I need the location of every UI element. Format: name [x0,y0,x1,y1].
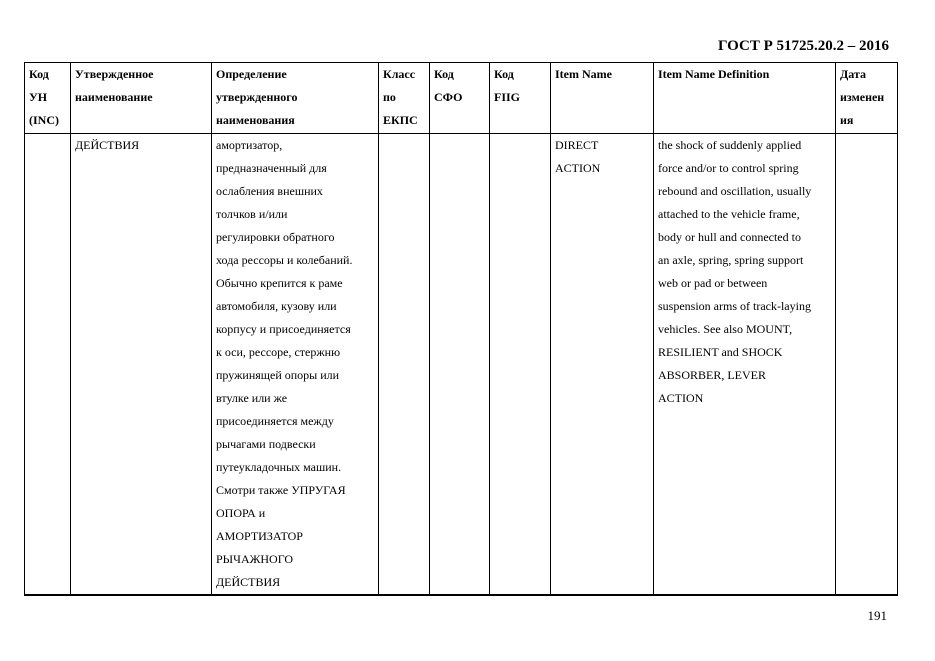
header-definition-ru [212,63,379,134]
cell-line: DIRECT [555,138,599,152]
cell-line: ДЕЙСТВИЯ [216,575,281,589]
header-fiig-code [490,63,551,134]
cell-line: ABSORBER, LEVER [658,368,767,382]
header-line: Определение [216,67,287,81]
cell-line: толчков и/или [216,207,288,221]
cell-line: attached to the vehicle frame, [658,207,800,221]
cell-line: rebound and oscillation, usually [658,184,812,198]
cell-line: присоединяется между [216,414,334,428]
cell-item-name-definition [654,134,836,596]
cell-line: ОПОРА и [216,506,266,520]
cell-line: suspension arms of track-laying [658,299,811,313]
page-number: 191 [867,608,887,623]
cell-line: к оси, рессоре, стержню [216,345,341,359]
cell-line: амортизатор, [216,138,283,152]
header-line: Код [29,67,49,81]
header-line: Item Name Definition [658,67,770,81]
cell-line: vehicles. See also MOUNT, [658,322,793,336]
header-ekps-class [379,63,430,134]
cell-line: втулке или же [216,391,288,405]
header-line: утвержденного [216,90,298,104]
header-line: УН [29,90,48,104]
header-approved-name [71,63,212,134]
header-line: изменен [840,90,885,104]
cell-line: АМОРТИЗАТОР [216,529,303,543]
cell-line: the shock of suddenly applied [658,138,802,152]
cell-definition-ru [212,134,379,596]
header-item-name [551,63,654,134]
header-change-date [836,63,898,134]
cell-line: хода рессоры и колебаний. [216,253,353,267]
cell-line: автомобиля, кузову или [216,299,337,313]
header-inc-code [25,63,71,134]
cell-line: ДЕЙСТВИЯ [75,138,140,152]
cell-line: рычагами подвески [216,437,316,451]
cell-line: ACTION [658,391,704,405]
cell-fiig-code [490,134,551,596]
table-row [25,134,898,596]
cell-item-name [551,134,654,596]
cell-line: предназначенный для [216,161,327,175]
cell-approved-name [71,134,212,596]
cell-line: регулировки обратного [216,230,335,244]
header-line: наименование [75,90,153,104]
header-line: (INC) [29,113,59,127]
cell-inc-code [25,134,71,596]
cell-line: an axle, spring, spring support [658,253,804,267]
cell-line: РЫЧАЖНОГО [216,552,293,566]
header-line: по [383,90,396,104]
cell-change-date [836,134,898,596]
header-line: Утвержденное [75,67,154,81]
cell-sfo-code [430,134,490,596]
cell-line: корпусу и присоединяется [216,322,351,336]
header-line: FIIG [494,90,521,104]
cell-line: body or hull and connected to [658,230,801,244]
header-line: Код [434,67,454,81]
cell-ekps-class [379,134,430,596]
cell-line: Обычно крепится к раме [216,276,343,290]
header-line: ия [840,113,854,127]
document-standard-header: ГОСТ Р 51725.20.2 – 2016 [717,38,889,54]
header-line: Дата [840,67,866,81]
header-line: наименования [216,113,295,127]
cell-line: Смотри также УПРУГАЯ [216,483,346,497]
cell-line: путеукладочных машин. [216,460,342,474]
header-line: ЕКПС [383,113,418,127]
cell-line: ослабления внешних [216,184,323,198]
header-line: Item Name [555,67,612,81]
cell-line: ACTION [555,161,601,175]
header-sfo-code [430,63,490,134]
header-item-name-definition [654,63,836,134]
cell-line: пружинящей опоры или [216,368,340,382]
cell-line: force and/or to control spring [658,161,799,175]
cell-line: web or pad or between [658,276,768,290]
cell-line: RESILIENT and SHOCK [658,345,783,359]
header-line: СФО [434,90,463,104]
table-header-row [25,63,898,134]
nomenclature-table [24,62,898,596]
header-line: Класс [383,67,416,81]
header-line: Код [494,67,514,81]
